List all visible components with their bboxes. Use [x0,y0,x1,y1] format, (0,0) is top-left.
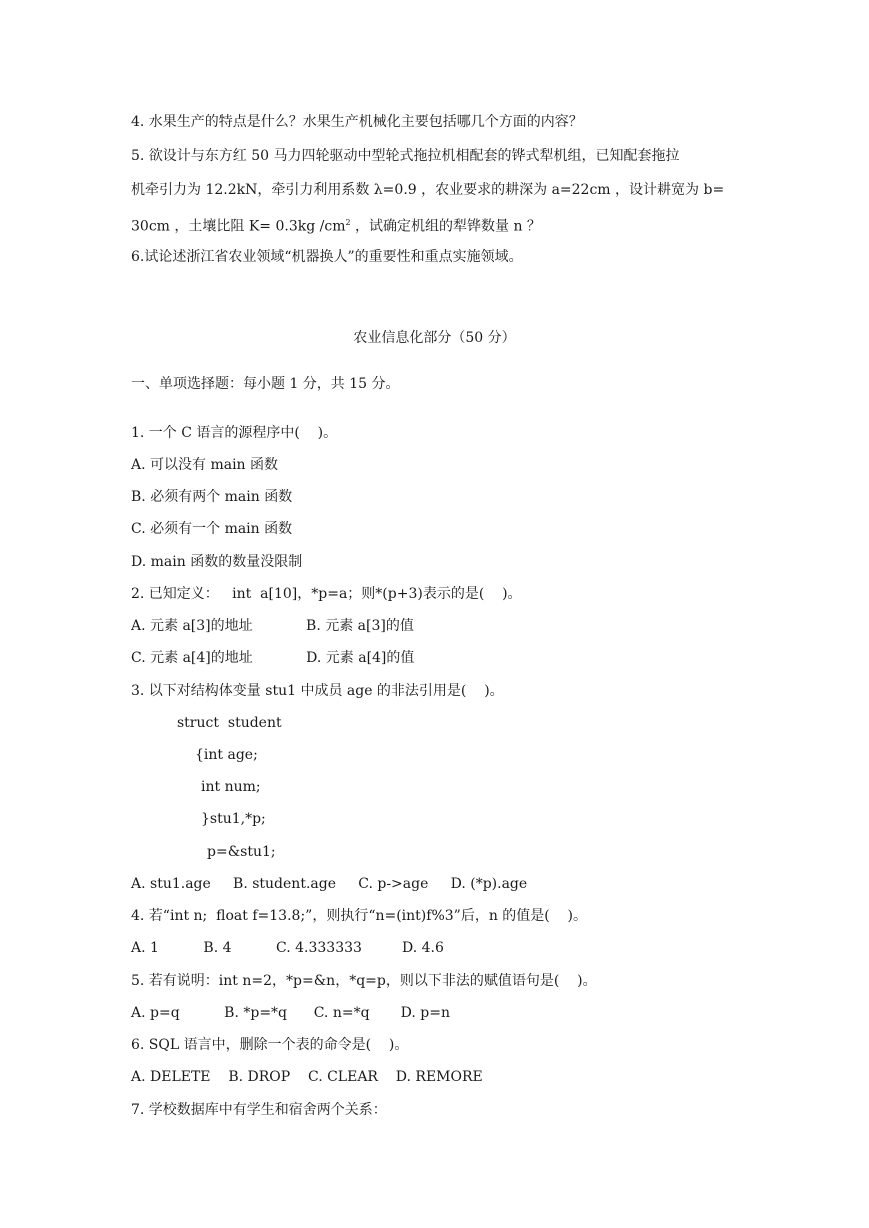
mc-q2-options-cd: C. 元素 a[4]的地址 D. 元素 a[4]的值 [131,650,415,666]
mc-q4-options: A. 1 B. 4 C. 4.333333 D. 4.6 [131,940,444,956]
mc-q3-options: A. stu1.age B. student.age C. p->age D. (*p).age [131,876,528,892]
mc-question-6: 6. SQL 语言中，删除一个表的命令是( )。 [131,1037,409,1053]
mc-question-4: 4. 若“int n; float f=13.8;”，则执行“n=(int)f%3”后，n 的值是( )。 [131,908,588,924]
mc-q6-options: A. DELETE B. DROP C. CLEAR D. REMORE [131,1069,483,1085]
superscript-2: 2 [345,218,351,227]
mc-q1-option-c: C. 必须有一个 main 函数 [131,521,293,537]
question-4: 4. 水果生产的特点是什么？水果生产机械化主要包括哪几个方面的内容？ [131,114,583,130]
code-line-2: {int age; [195,747,258,763]
mc-q1-option-d: D. main 函数的数量没限制 [131,554,303,570]
mc-question-7: 7. 学校数据库中有学生和宿舍两个关系： [131,1102,387,1118]
question-5-line-3-text: 30cm ，土壤比阻 K= 0.3kg /cm [131,218,346,235]
question-5-line-1: 5. 欲设计与东方红 50 马力四轮驱动中型轮式拖拉机相配套的铧式犁机组，已知配套拖拉 [131,148,680,164]
question-5-line-3 [131,214,541,236]
section-title: 农业信息化部分（50 分） [353,330,516,346]
code-line-5: p=&stu1; [207,844,276,860]
mc-question-3: 3. 以下对结构体变量 stu1 中成员 age 的非法引用是( )。 [131,683,504,699]
mc-question-1: 1. 一个 C 语言的源程序中( )。 [131,425,338,441]
mc-q2-options-ab: A. 元素 a[3]的地址 B. 元素 a[3]的值 [131,618,414,634]
mc-question-5: 5. 若有说明：int n=2，*p=&n，*q=p，则以下非法的赋值语句是( )。 [131,973,597,989]
code-line-1: struct student [177,715,282,731]
code-line-3: int num; [201,779,261,795]
mc-question-2: 2. 已知定义： int a[10]，*p=a；则*(p+3)表示的是( )。 [131,586,522,602]
mc-q1-option-b: B. 必须有两个 main 函数 [131,489,293,505]
question-6: 6.试论述浙江省农业领域“机器换人”的重要性和重点实施领域。 [131,249,523,265]
section-instruction: 一、单项选择题：每小题 1 分，共 15 分。 [131,376,400,392]
question-5-line-3-tail: ，试确定机组的犁铧数量 n ？ [350,218,541,235]
code-line-4: }stu1,*p; [201,811,266,827]
question-5-line-2: 机牵引力为 12.2kN，牵引力利用系数 λ=0.9 ，农业要求的耕深为 a=22cm ，设计耕宽为 b= [131,182,725,198]
mc-q5-options: A. p=q B. *p=*q C. n=*q D. p=n [131,1005,451,1021]
mc-q1-option-a: A. 可以没有 main 函数 [131,457,279,473]
